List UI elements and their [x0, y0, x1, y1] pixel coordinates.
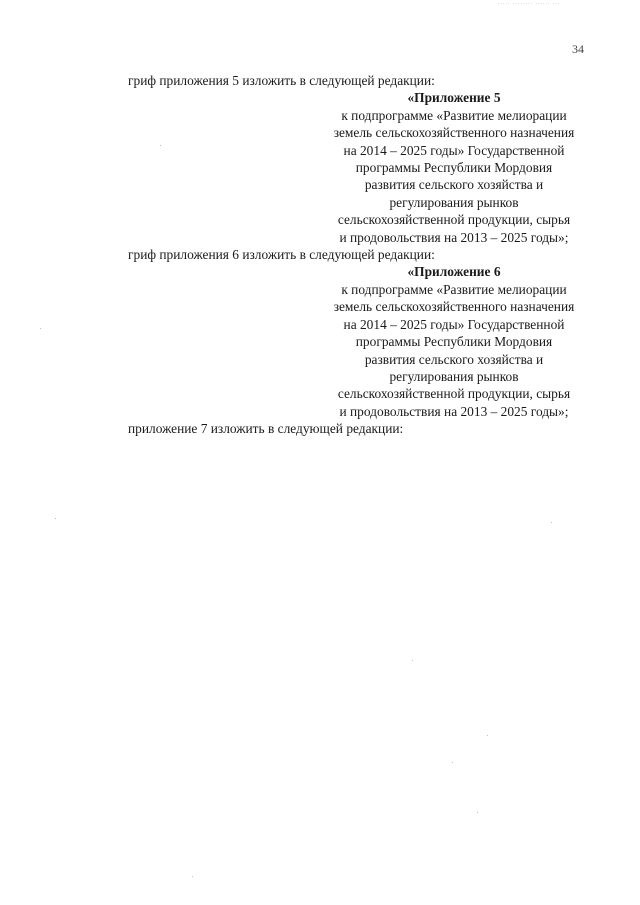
scan-speck [160, 145, 161, 146]
scan-speck [412, 660, 413, 661]
grif-line: на 2014 – 2025 годы» Государственной [343, 142, 565, 158]
document-body [128, 72, 590, 438]
scan-speck [551, 522, 552, 523]
grif-line: программы Республики Мордовия [355, 334, 553, 350]
grif-line: земель сельскохозяйственного назначения [333, 125, 575, 141]
appendix-5-grif [318, 89, 590, 246]
amendment-intro-6: гриф приложения 6 изложить в следующей редакции: [128, 247, 435, 263]
grif-line: и продовольствия на 2013 – 2025 годы»; [339, 229, 569, 245]
grif-line: развития сельского хозяйства и [364, 351, 544, 367]
appendix-6-grif [318, 263, 590, 420]
grif-line: программы Республики Мордовия [355, 160, 553, 176]
grif-line: земель сельскохозяйственного назначения [333, 299, 575, 315]
scan-speck [192, 876, 193, 877]
page-number: 34 [572, 42, 584, 56]
grif-line: регулирования рынков [389, 368, 519, 384]
scan-header-marks: ..... ........ ...... ... [498, 0, 561, 6]
grif-line: сельскохозяйственной продукции, сырья [337, 386, 571, 402]
amendment-intro-5: гриф приложения 5 изложить в следующей редакции: [128, 73, 435, 88]
grif-line: к подпрограмме «Развитие мелиорации [341, 281, 567, 297]
scan-speck [452, 762, 453, 763]
grif-line: на 2014 – 2025 годы» Государственной [343, 316, 565, 332]
scan-speck [55, 518, 56, 519]
grif-line: к подпрограмме «Развитие мелиорации [341, 107, 567, 123]
grif-line: и продовольствия на 2013 – 2025 годы»; [339, 403, 569, 419]
scan-speck [477, 812, 478, 813]
grif-line: сельскохозяйственной продукции, сырья [337, 212, 571, 228]
scan-speck [487, 735, 488, 736]
grif-line: развития сельского хозяйства и [364, 177, 544, 193]
scan-speck [40, 328, 41, 329]
appendix-6-title: «Приложение 6 [407, 264, 501, 280]
appendix-5-title: «Приложение 5 [407, 90, 501, 106]
grif-line: регулирования рынков [389, 194, 519, 210]
amendment-intro-7: приложение 7 изложить в следующей редакции: [128, 421, 404, 437]
